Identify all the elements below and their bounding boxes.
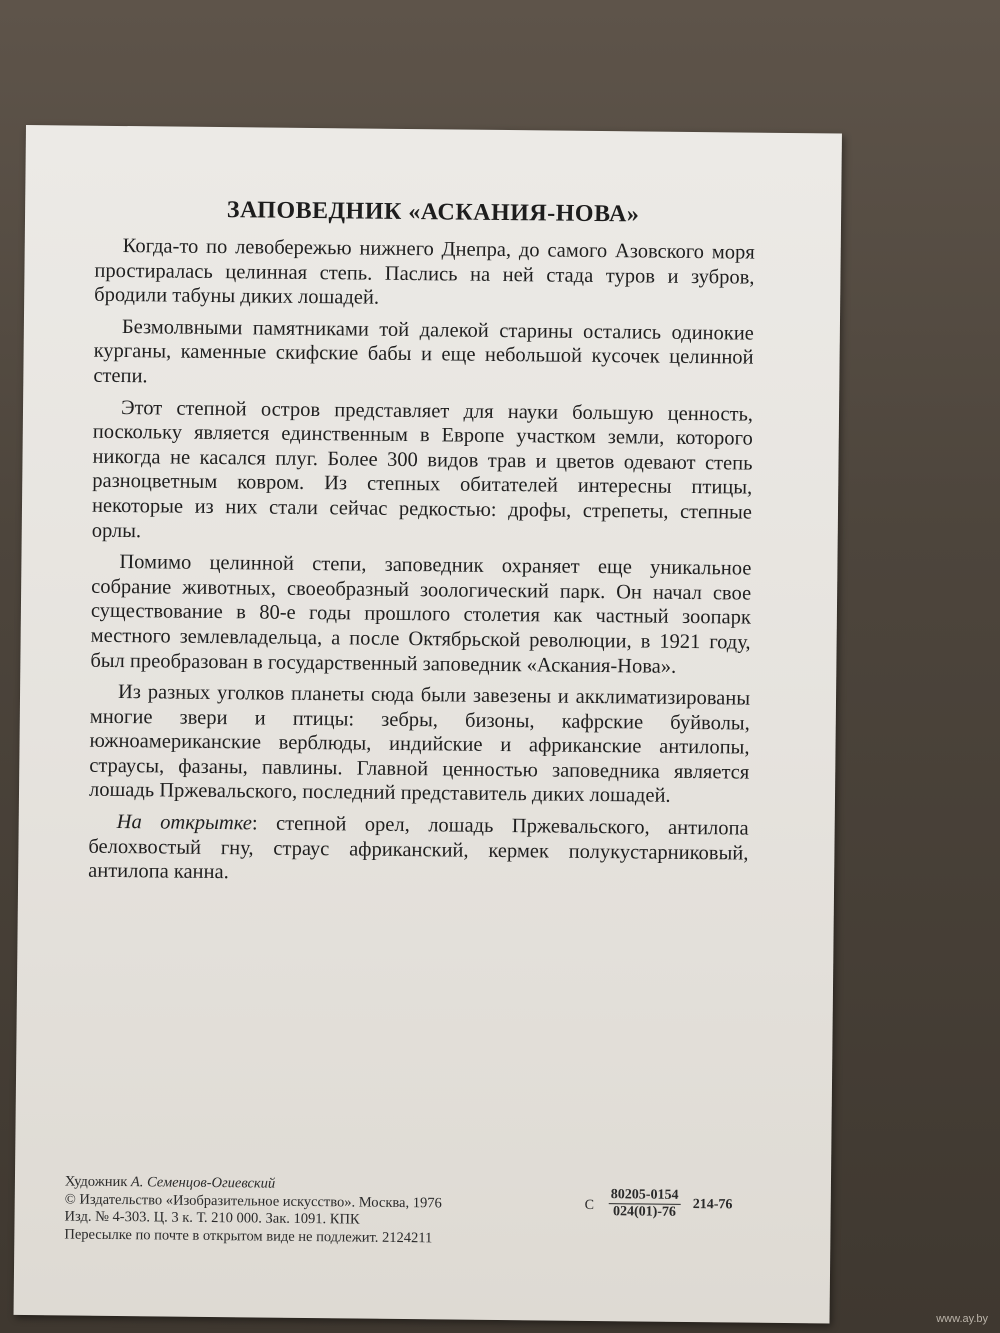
code-suffix: 214-76 xyxy=(692,1197,733,1213)
paragraph: Этот степной остров представляет для науки большую ценность, поскольку является единственным в Европе участком земли, которого никогда не касался плуг. Более 300 видов трав и цветов одевают степь разноцветным ковром. Из степных обитателей интересны птицы, некоторые из них стали сейчас редкостью: дрофы, стрепеты, степные орлы. xyxy=(91,396,754,542)
caption-paragraph xyxy=(88,810,749,891)
paragraph: Безмолвными памятниками той далекой старины остались одинокие курганы, каменные скифские бабы и еще небольшой кусочек целинной степи. xyxy=(93,315,754,388)
postal-note-line: Пересылке по почте в открытом виде не подлежит. 2124211 xyxy=(64,1225,433,1246)
caption-text: : степной орел, лошадь Пржевальского, антилопа белохвостый гну, страус африканский, кермек полукустарниковый, антилопа канна. xyxy=(88,812,749,884)
code-denominator: 024(01)-76 xyxy=(612,1204,677,1220)
print-info-line: Изд. № 4-303. Ц. 3 к. Т. 210 000. Зак. 1091. КПК xyxy=(64,1208,360,1228)
code-numerator: 80205-0154 xyxy=(609,1187,681,1205)
site-watermark: www.ay.by xyxy=(936,1313,988,1325)
artist-name: А. Семенцов-Огиевский xyxy=(130,1174,276,1192)
article-title: ЗАПОВЕДНИК «АСКАНИЯ-НОВА» xyxy=(226,197,640,228)
code-fraction xyxy=(609,1187,681,1221)
article-body xyxy=(88,234,755,898)
caption-label: На открытке xyxy=(116,811,253,835)
imprint-block xyxy=(64,1173,442,1247)
paragraph: Помимо целинной степи, заповедник охраняет еще уникальное собрание животных, своеобразный зоологический парк. Он начал свое существование в 80-е годы прошлого столетия как частный зоопарк местного землевладельца, а после Октябрьской революции, в 1921 году, был преобразован в государственный заповедник «Аскания-Нова». xyxy=(90,551,752,678)
artist-prefix: Художник xyxy=(64,1173,132,1191)
code-letter: С xyxy=(584,1197,595,1214)
paragraph: Из разных уголков планеты сюда были завезены и акклиматизированы многие звери и птицы: зебры, бизоны, кафрские буйволы, южноамериканские верблюды, индийские и африканские антилопы, страусы, фазаны, павлины. Главной ценностью заповедника является лошадь Пржевальского, последний представитель диких лошадей. xyxy=(88,681,751,808)
postcard-back xyxy=(14,125,842,1323)
paragraph: Когда-то по левобережью нижнего Днепра, до самого Азовского моря простиралась целинная степь. Паслись на ней стада туров и зубров, бродили табуны диких лошадей. xyxy=(94,235,755,309)
publisher-line: © Издательство «Изобразительное искусство». Москва, 1976 xyxy=(64,1190,442,1211)
